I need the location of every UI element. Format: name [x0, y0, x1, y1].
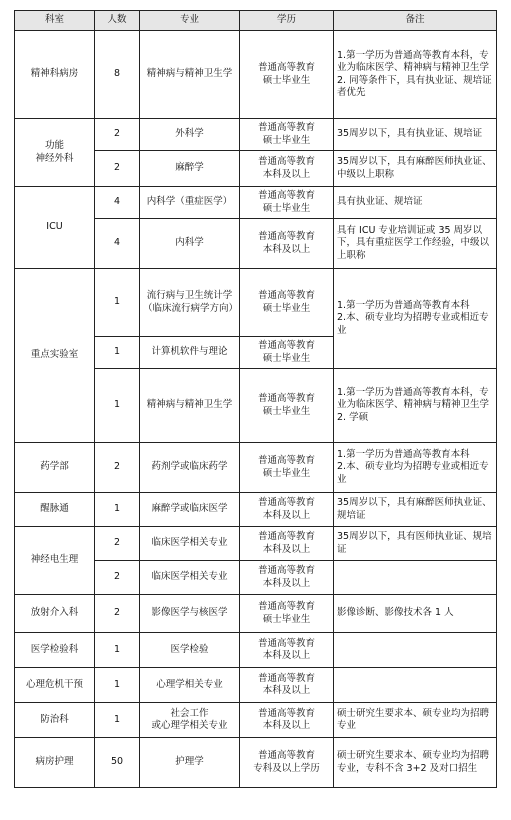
- education-cell: 普通高等教育 本科及以上: [240, 668, 334, 703]
- count-cell: 4: [95, 219, 140, 269]
- count-cell: 1: [95, 493, 140, 527]
- table-row: [15, 595, 497, 633]
- count-cell: 2: [95, 527, 140, 561]
- major-cell: 外科学: [140, 119, 240, 151]
- count-cell: 1: [95, 269, 140, 337]
- table-row: [15, 269, 497, 337]
- education-cell: 普通高等教育 硕士毕业生: [240, 443, 334, 493]
- notes-cell: [334, 561, 497, 595]
- education-cell: 普通高等教育 专科及以上学历: [240, 738, 334, 788]
- major-cell: 精神病与精神卫生学: [140, 369, 240, 443]
- table-row: [15, 527, 497, 561]
- count-cell: 4: [95, 187, 140, 219]
- count-cell: 50: [95, 738, 140, 788]
- major-cell: 药剂学或临床药学: [140, 443, 240, 493]
- count-cell: 2: [95, 151, 140, 187]
- dept-cell: 防治科: [15, 703, 95, 738]
- table-row: [15, 633, 497, 668]
- table-row: [15, 119, 497, 151]
- header-row: [15, 11, 497, 31]
- dept-cell: 医学检验科: [15, 633, 95, 668]
- table-row: [15, 187, 497, 219]
- major-cell: 麻醉学或临床医学: [140, 493, 240, 527]
- notes-cell: 具有 ICU 专业培训证或 35 周岁以下，具有重症医学工作经验，中级以上职称: [334, 219, 497, 269]
- notes-cell: 35周岁以下，具有麻醉医师执业证、规培证: [334, 493, 497, 527]
- notes-cell: 1.第一学历为普通高等教育本科 2.本、硕专业均为招聘专业或相近专业: [334, 269, 497, 369]
- major-cell: 护理学: [140, 738, 240, 788]
- count-cell: 1: [95, 703, 140, 738]
- education-cell: 普通高等教育 硕士毕业生: [240, 119, 334, 151]
- notes-cell: 硕士研究生要求本、硕专业均为招聘专业，专科不含 3+2 及对口招生: [334, 738, 497, 788]
- table-row: [15, 31, 497, 119]
- education-cell: 普通高等教育 本科及以上: [240, 633, 334, 668]
- education-cell: 普通高等教育 硕士毕业生: [240, 337, 334, 369]
- major-cell: 社会工作 或心理学相关专业: [140, 703, 240, 738]
- dept-cell: 药学部: [15, 443, 95, 493]
- education-cell: 普通高等教育 本科及以上: [240, 561, 334, 595]
- major-cell: 医学检验: [140, 633, 240, 668]
- table-row: [15, 493, 497, 527]
- education-cell: 普通高等教育 本科及以上: [240, 493, 334, 527]
- notes-cell: 1.第一学历为普通高等教育本科，专业为临床医学、精神病与精神卫生学 2. 同等条件下，具有执业证、规培证者优先: [334, 31, 497, 119]
- major-cell: 计算机软件与理论: [140, 337, 240, 369]
- education-cell: 普通高等教育 本科及以上: [240, 703, 334, 738]
- count-cell: 1: [95, 337, 140, 369]
- notes-cell: 1.第一学历为普通高等教育本科，专业为临床医学、精神病与精神卫生学 2. 学硕: [334, 369, 497, 443]
- dept-cell: 醒脉通: [15, 493, 95, 527]
- major-cell: 影像医学与核医学: [140, 595, 240, 633]
- dept-cell: 功能 神经外科: [15, 119, 95, 187]
- count-cell: 2: [95, 443, 140, 493]
- major-cell: 内科学: [140, 219, 240, 269]
- notes-cell: 35周岁以下，具有医师执业证、规培证: [334, 527, 497, 561]
- dept-cell: 重点实验室: [15, 269, 95, 443]
- education-cell: 普通高等教育 硕士毕业生: [240, 595, 334, 633]
- table-row: [15, 443, 497, 493]
- education-cell: 普通高等教育 本科及以上: [240, 527, 334, 561]
- header-major: 专业: [140, 11, 240, 31]
- count-cell: 2: [95, 119, 140, 151]
- table-row: [15, 668, 497, 703]
- major-cell: 心理学相关专业: [140, 668, 240, 703]
- count-cell: 8: [95, 31, 140, 119]
- dept-cell: 放射介入科: [15, 595, 95, 633]
- major-cell: 流行病与卫生统计学 （临床流行病学方向）: [140, 269, 240, 337]
- recruitment-table: [14, 10, 497, 788]
- header-education: 学历: [240, 11, 334, 31]
- education-cell: 普通高等教育 硕士毕业生: [240, 369, 334, 443]
- education-cell: 普通高等教育 硕士毕业生: [240, 269, 334, 337]
- major-cell: 麻醉学: [140, 151, 240, 187]
- education-cell: 普通高等教育 本科及以上: [240, 151, 334, 187]
- dept-cell: 心理危机干预: [15, 668, 95, 703]
- dept-cell: 神经电生理: [15, 527, 95, 595]
- header-notes: 备注: [334, 11, 497, 31]
- count-cell: 1: [95, 668, 140, 703]
- dept-cell: 精神科病房: [15, 31, 95, 119]
- major-cell: 临床医学相关专业: [140, 561, 240, 595]
- education-cell: 普通高等教育 本科及以上: [240, 219, 334, 269]
- notes-cell: [334, 668, 497, 703]
- education-cell: 普通高等教育 硕士毕业生: [240, 31, 334, 119]
- count-cell: 2: [95, 561, 140, 595]
- dept-cell: ICU: [15, 187, 95, 269]
- notes-cell: 1.第一学历为普通高等教育本科 2.本、硕专业均为招聘专业或相近专业: [334, 443, 497, 493]
- notes-cell: 35周岁以下，具有麻醉医师执业证、中级以上职称: [334, 151, 497, 187]
- notes-cell: 35周岁以下，具有执业证、规培证: [334, 119, 497, 151]
- major-cell: 精神病与精神卫生学: [140, 31, 240, 119]
- education-cell: 普通高等教育 硕士毕业生: [240, 187, 334, 219]
- table-row: [15, 738, 497, 788]
- header-count: 人数: [95, 11, 140, 31]
- count-cell: 1: [95, 369, 140, 443]
- table-row: [15, 703, 497, 738]
- count-cell: 1: [95, 633, 140, 668]
- dept-cell: 病房护理: [15, 738, 95, 788]
- notes-cell: 影像诊断、影像技术各 1 人: [334, 595, 497, 633]
- header-dept: 科室: [15, 11, 95, 31]
- notes-cell: 具有执业证、规培证: [334, 187, 497, 219]
- major-cell: 临床医学相关专业: [140, 527, 240, 561]
- count-cell: 2: [95, 595, 140, 633]
- major-cell: 内科学（重症医学）: [140, 187, 240, 219]
- notes-cell: [334, 633, 497, 668]
- notes-cell: 硕士研究生要求本、硕专业均为招聘专业: [334, 703, 497, 738]
